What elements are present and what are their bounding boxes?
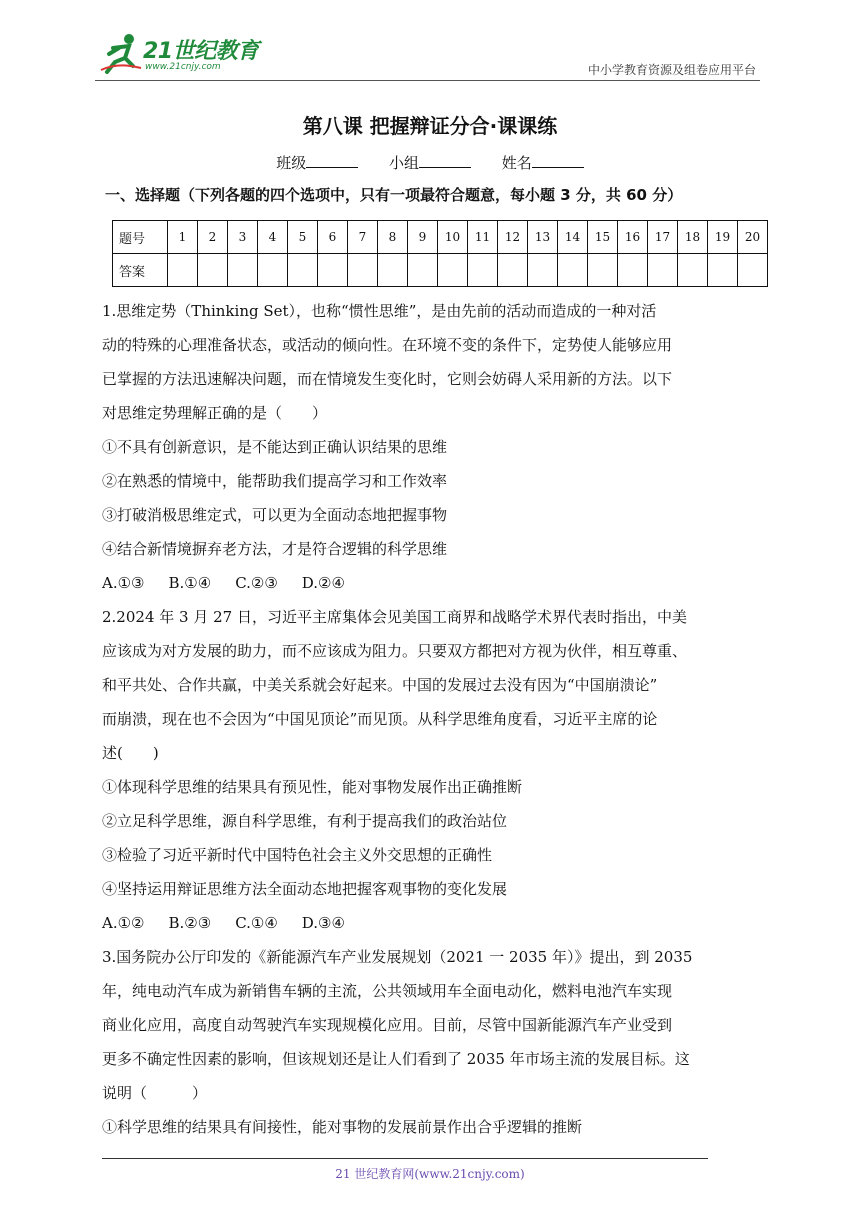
statement-item: ④结合新情境摒弃老方法，才是符合逻辑的科学思维 [102, 540, 448, 558]
answer-options [102, 906, 762, 940]
answer-cell[interactable] [198, 254, 228, 287]
question-text-line: 年，纯电动汽车成为新销售车辆的主流，公共领域用车全面电动化，燃料电池汽车实现 [102, 982, 673, 1000]
question-number-cell: 10 [438, 221, 468, 254]
answer-option[interactable]: A.①③ [102, 574, 145, 592]
question-text-line: 2.2024 年 3 月 27 日，习近平主席集体会见美国工商界和战略学术界代表时指出，中美 [102, 608, 687, 626]
name-label: 姓名 [501, 154, 532, 172]
question-number-cell: 16 [618, 221, 648, 254]
name-blank[interactable] [532, 153, 584, 168]
questions-body [102, 294, 762, 1144]
question-number-cell: 12 [498, 221, 528, 254]
question-number-cell: 11 [468, 221, 498, 254]
answer-cell[interactable] [228, 254, 258, 287]
answer-row [113, 254, 768, 287]
logo-text: 21世纪教育 [143, 39, 259, 64]
runner-logo-icon [99, 32, 143, 74]
answer-cell[interactable] [498, 254, 528, 287]
group-label: 小组 [388, 154, 419, 172]
answer-cell[interactable] [168, 254, 198, 287]
statement-item: ①不具有创新意识，是不能达到正确认识结果的思维 [102, 438, 448, 456]
question-number-cell: 18 [678, 221, 708, 254]
answer-option[interactable]: C.②③ [235, 574, 278, 592]
answer-options [102, 566, 762, 600]
answer-table [112, 220, 768, 287]
question-number-cell: 1 [168, 221, 198, 254]
statement-item: ②立足科学思维，源自科学思维，有利于提高我们的政治站位 [102, 812, 508, 830]
answer-option[interactable]: D.③④ [301, 914, 345, 932]
question-number-cell: 14 [558, 221, 588, 254]
statement-item: ③检验了习近平新时代中国特色社会主义外交思想的正确性 [102, 846, 493, 864]
question-number-cell: 15 [588, 221, 618, 254]
statement-item: ①体现科学思维的结果具有预见性，能对事物发展作出正确推断 [102, 778, 523, 796]
answer-cell[interactable] [408, 254, 438, 287]
question-text-line: 3.国务院办公厅印发的《新能源汽车产业发展规划（2021 一 2035 年）》提出，到 2035 [102, 948, 693, 966]
page-title: 第八课 把握辩证分合·课课练 [302, 114, 558, 138]
answer-cell[interactable] [708, 254, 738, 287]
question-text-line: 说明（ ） [102, 1084, 208, 1102]
question-number-cell: 3 [228, 221, 258, 254]
question-number-cell: 8 [378, 221, 408, 254]
question-number-cell: 2 [198, 221, 228, 254]
answer-cell[interactable] [318, 254, 348, 287]
class-label: 班级 [276, 154, 307, 172]
question-text-line: 商业化应用，高度自动驾驶汽车实现规模化应用。目前，尽管中国新能源汽车产业受到 [102, 1016, 673, 1034]
answer-option[interactable]: C.①④ [235, 914, 278, 932]
statement-item: ②在熟悉的情境中，能帮助我们提高学习和工作效率 [102, 472, 448, 490]
footer-divider [102, 1158, 708, 1159]
question-number-cell: 13 [528, 221, 558, 254]
question-text-line: 和平共处、合作共赢，中美关系就会好起来。中国的发展过去没有因为“中国崩溃论” [102, 676, 658, 694]
question-number-row [113, 221, 768, 254]
number-row-label: 题号 [113, 221, 168, 254]
question-text-line: 述( ) [102, 744, 159, 762]
group-blank[interactable] [419, 153, 471, 168]
platform-name: 中小学教育资源及组卷应用平台 [587, 63, 756, 77]
answer-cell[interactable] [648, 254, 678, 287]
answer-cell[interactable] [288, 254, 318, 287]
answer-cell[interactable] [588, 254, 618, 287]
answer-option[interactable]: D.②④ [301, 574, 345, 592]
section-heading: 一、选择题（下列各题的四个选项中，只有一项最符合题意，每小题 3 分，共 60 分） [105, 186, 683, 204]
answer-cell[interactable] [738, 254, 768, 287]
answer-cell[interactable] [558, 254, 588, 287]
answer-cell[interactable] [438, 254, 468, 287]
answer-cell[interactable] [348, 254, 378, 287]
question-text-line: 1.思维定势（Thinking Set），也称“惯性思维”，是由先前的活动而造成的一种对活 [102, 302, 657, 320]
answer-cell[interactable] [528, 254, 558, 287]
page-header [95, 30, 760, 81]
site-logo[interactable] [95, 32, 270, 76]
question-text-line: 更多不确定性因素的影响，但该规划还是让人们看到了 2035 年市场主流的发展目标。这 [102, 1050, 690, 1068]
question-number-cell: 7 [348, 221, 378, 254]
student-info-line [0, 152, 860, 173]
question-text-line: 而崩溃，现在也不会因为“中国见顶论”而见顶。从科学思维角度看，习近平主席的论 [102, 710, 658, 728]
footer-text[interactable]: 21 世纪教育网(www.21cnjy.com) [335, 1167, 525, 1181]
question-number-cell: 19 [708, 221, 738, 254]
question-text-line: 动的特殊的心理准备状态，或活动的倾向性。在环境不变的条件下，定势使人能够应用 [102, 336, 673, 354]
statement-item: ①科学思维的结果具有间接性，能对事物的发展前景作出合乎逻辑的推断 [102, 1118, 583, 1136]
answer-cell[interactable] [678, 254, 708, 287]
answer-option[interactable]: A.①② [102, 914, 145, 932]
answer-cell[interactable] [258, 254, 288, 287]
question-number-cell: 20 [738, 221, 768, 254]
class-blank[interactable] [306, 153, 358, 168]
logo-url: www.21cnjy.com [145, 62, 221, 72]
question-number-cell: 9 [408, 221, 438, 254]
question-text-line: 应该成为对方发展的助力，而不应该成为阻力。只要双方都把对方视为伙伴，相互尊重、 [102, 642, 688, 660]
answer-option[interactable]: B.①④ [168, 574, 212, 592]
answer-cell[interactable] [618, 254, 648, 287]
statement-item: ④坚持运用辩证思维方法全面动态地把握客观事物的变化发展 [102, 880, 508, 898]
question-text-line: 对思维定势理解正确的是（ ） [102, 404, 328, 422]
answer-row-label: 答案 [113, 254, 168, 287]
answer-cell[interactable] [378, 254, 408, 287]
question-text-line: 已掌握的方法迅速解决问题，而在情境发生变化时，它则会妨碍人采用新的方法。以下 [102, 370, 673, 388]
answer-cell[interactable] [468, 254, 498, 287]
answer-option[interactable]: B.②③ [168, 914, 212, 932]
question-number-cell: 17 [648, 221, 678, 254]
statement-item: ③打破消极思维定式，可以更为全面动态地把握事物 [102, 506, 448, 524]
question-number-cell: 4 [258, 221, 288, 254]
question-number-cell: 5 [288, 221, 318, 254]
question-number-cell: 6 [318, 221, 348, 254]
